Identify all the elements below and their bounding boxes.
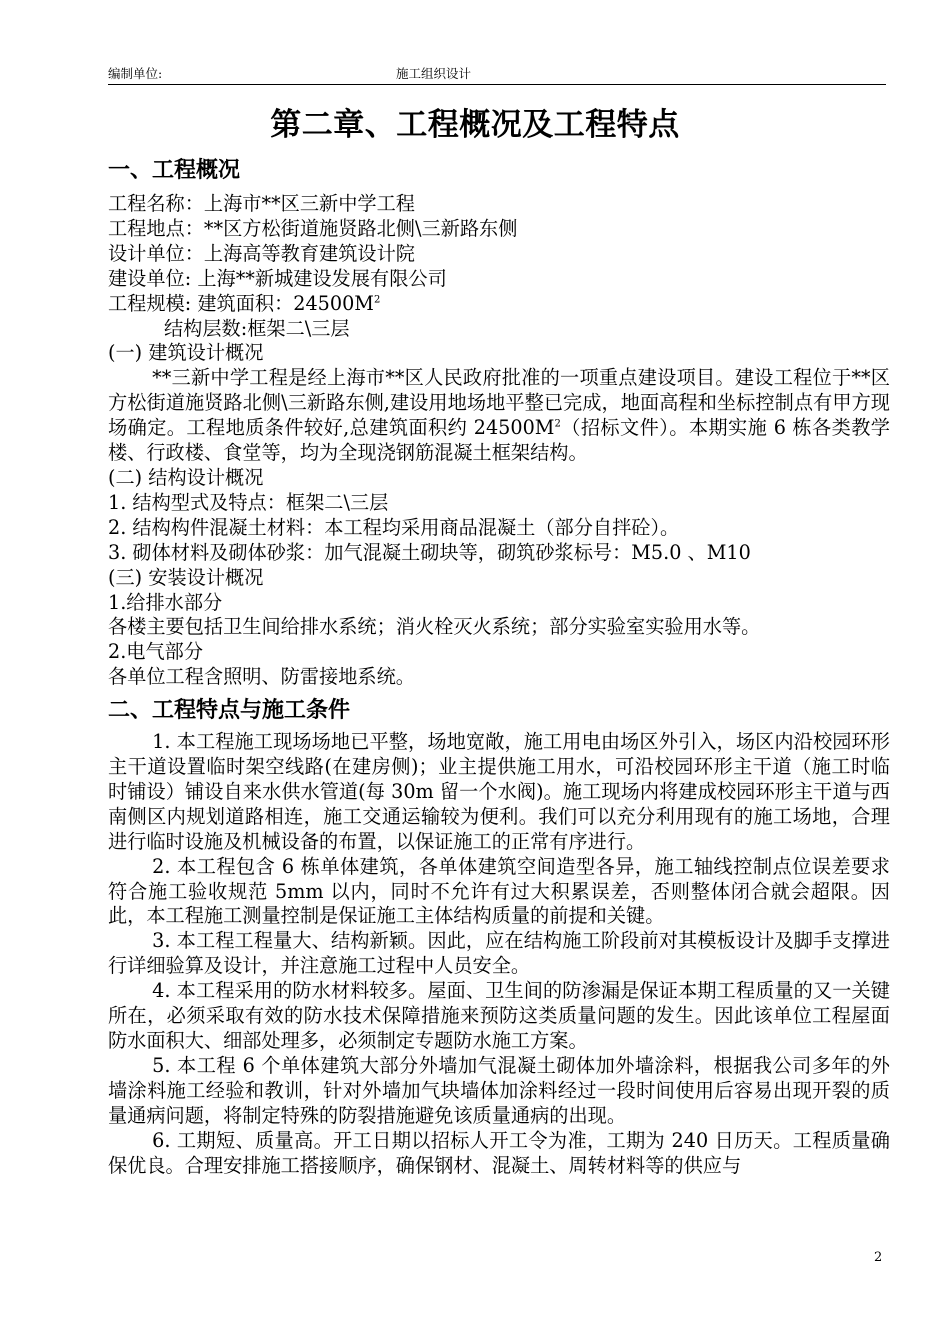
install-sub-2-text: 各单位工程含照明、防雷接地系统。 — [108, 665, 415, 689]
struct-item-1: 1. 结构型式及特点：框架二\三层 — [108, 490, 389, 514]
section-heading-overview: 一、工程概况 — [108, 158, 241, 183]
construction-unit: 建设单位: 上海**新城建设发展有限公司 — [108, 266, 447, 290]
design-unit: 设计单位：上海高等教育建筑设计院 — [108, 241, 415, 265]
struct-item-2: 2. 结构构件混凝土材料：本工程均采用商品混凝土（部分自拌砼）。 — [108, 515, 680, 539]
install-sub-1-text: 各楼主要包括卫生间给排水系统；消火栓灭火系统；部分实验室实验用水等。 — [108, 615, 761, 639]
page-header — [108, 66, 886, 85]
arch-para-text-2: （招标文件）。本期实施 6 栋各类教学楼、行政楼、食堂等，均为全现浇钢筋混凝土框架结构。 — [108, 416, 890, 465]
document-body — [108, 154, 890, 1178]
feature-paragraph: 1. 本工程施工现场场地已平整，场地宽敞，施工用电由场区外引入，场区内沿校园环形主干道设置临时架空线路(在建房侧)；业主提供施工用水，可沿校园环形主干道（施工时临时铺设）铺设自来水供水管道(每 30m 留一个水阀)。施工现场内将建成校园环形主干道与西南侧区内规划道路相连，施工交通运输较为便利。我们可以充分利用现有的施工场地，合理进行临时设施及机械设备的布置，以保证施工的正常有序进行。 — [108, 730, 890, 853]
struct-design-title: (二) 结构设计概况 — [108, 465, 264, 489]
superscript: 2 — [373, 294, 381, 306]
install-sub-1: 1.给排水部分 — [108, 590, 223, 614]
struct-item-3: 3. 砌体材料及砌体砂浆：加气混凝土砌块等，砌筑砂浆标号：M5.0 、M10 — [108, 540, 751, 564]
project-scale-text: 工程规模: 建筑面积：24500M — [108, 291, 374, 315]
arch-para-text-1: **三新中学工程是经上海市**区人民政府批准的一项重点建设项目。建设工程位于**区方松街道施贤路北侧\三新路东侧,建设用地场地平整已完成，地面高程和坐标控制点有甲方现场确定。工程地质条件较好,总建筑面积约 24500M — [108, 366, 890, 440]
install-sub-2: 2.电气部分 — [108, 640, 204, 664]
project-location: 工程地点：**区方松街道施贤路北侧\三新路东侧 — [108, 216, 518, 240]
feature-paragraph: 5. 本工程 6 个单体建筑大部分外墙加气混凝土砌体加外墙涂料，根据我公司多年的外墙涂料施工经验和教训，针对外墙加气块墙体加涂料经过一段时间使用后容易出现开裂的质量通病问题，将制定特殊的防裂措施避免该质量通病的出现。 — [108, 1053, 890, 1127]
page-number: 2 — [874, 1250, 883, 1265]
project-scale — [108, 292, 890, 317]
project-name: 工程名称：上海市**区三新中学工程 — [108, 192, 415, 215]
feature-paragraph: 2. 本工程包含 6 栋单体建筑，各单体建筑空间造型各异，施工轴线控制点位误差要求符合施工验收规范 5mm 以内，同时不允许有过大积累误差，否则整体闭合就会超限。因此，本工程施工测量控制是保证施工主体结构质量的前提和关键。 — [108, 854, 890, 928]
header-doc-title: 施工组织设计 — [396, 66, 472, 81]
install-design-title: (三) 安装设计概况 — [108, 565, 264, 589]
section-heading-features: 二、工程特点与施工条件 — [108, 698, 351, 724]
arch-design-title: (一) 建筑设计概况 — [108, 341, 264, 365]
header-org-label: 编制单位: — [108, 66, 163, 81]
superscript: 2 — [554, 418, 561, 430]
feature-paragraph: 6. 工期短、质量高。开工日期以招标人开工令为准，工期为 240 日历天。工程质量确保优良。合理安排施工搭接顺序，确保钢材、混凝土、周转材料等的供应与 — [108, 1128, 890, 1177]
chapter-title: 第二章、工程概况及工程特点 — [270, 107, 680, 143]
feature-paragraph: 4. 本工程采用的防水材料较多。屋面、卫生间的防渗漏是保证本期工程质量的又一关键所在，必须采取有效的防水技术保障措施来预防这类质量问题的发生。因此该单位工程屋面防水面积大、细部处理多，必须制定专题防水施工方案。 — [108, 979, 890, 1052]
arch-design-paragraph — [108, 366, 890, 466]
feature-paragraph: 3. 本工程工程量大、结构新颖。因此，应在结构施工阶段前对其模板设计及脚手支撑进行详细验算及设计，并注意施工过程中人员安全。 — [108, 929, 890, 978]
structure-floors: 结构层数:框架二\三层 — [164, 316, 350, 340]
